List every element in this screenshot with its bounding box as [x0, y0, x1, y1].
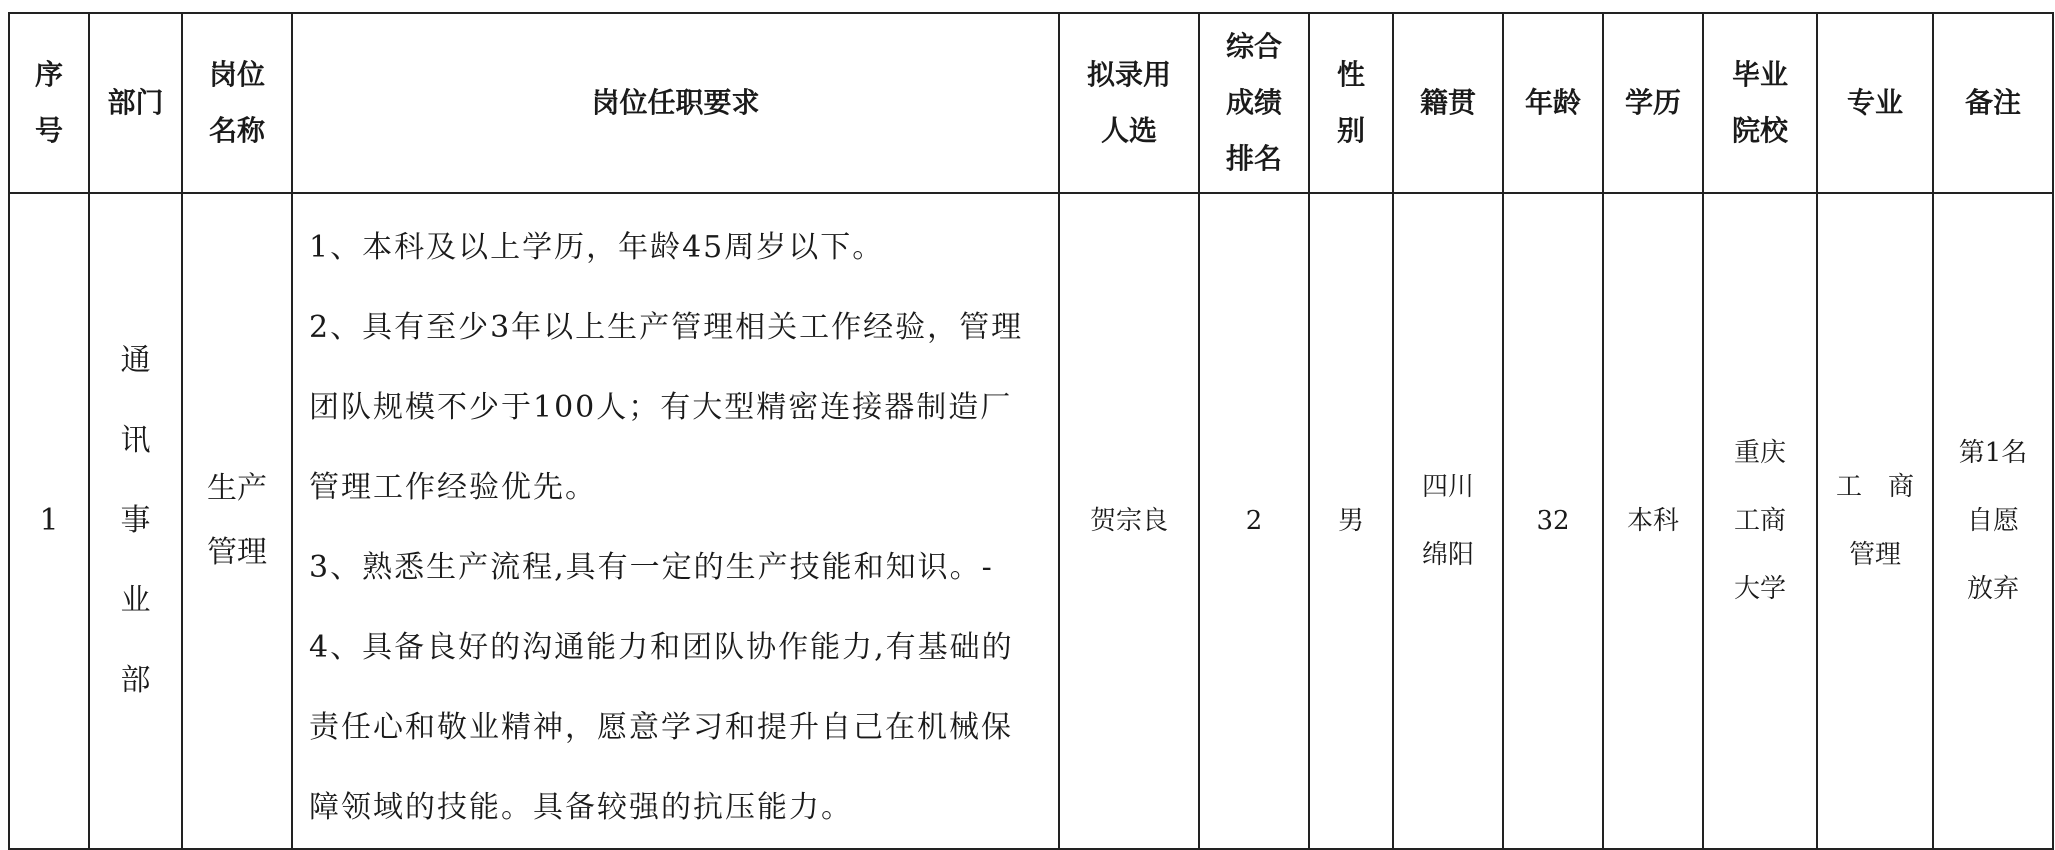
cell-dept-char: 讯 [120, 423, 151, 458]
header-candidate-line: 人选 [1100, 114, 1157, 147]
header-school-line: 院校 [1731, 114, 1788, 147]
header-rank-line: 排名 [1225, 142, 1282, 175]
header-seq [9, 13, 89, 193]
header-dept: 部门 [89, 13, 182, 193]
header-origin: 籍贯 [1393, 13, 1503, 193]
table-row [9, 193, 2053, 849]
cell-candidate: 贺宗良 [1059, 193, 1199, 849]
header-gender-line: 性 [1336, 58, 1365, 91]
cell-origin [1393, 193, 1503, 849]
header-position [182, 13, 292, 193]
header-candidate [1059, 13, 1199, 193]
header-requirements: 岗位任职要求 [292, 13, 1059, 193]
header-seq-line: 号 [34, 114, 63, 147]
cell-major-line: 工 商 [1835, 472, 1914, 502]
requirement-item: 3、熟悉生产流程,具有一定的生产技能和知识。- [309, 550, 994, 585]
cell-education: 本科 [1603, 193, 1703, 849]
cell-dept-char: 部 [120, 663, 151, 698]
cell-school-line: 重庆 [1733, 438, 1786, 468]
recruitment-table [8, 12, 2054, 850]
cell-seq: 1 [9, 193, 89, 849]
header-age: 年龄 [1503, 13, 1603, 193]
requirement-item: 2、具有至少3年以上生产管理相关工作经验，管理团队规模不少于100人；有大型精密连接器制造厂管理工作经验优先。 [309, 310, 1024, 505]
header-major: 专业 [1817, 13, 1933, 193]
cell-school-line: 工商 [1733, 506, 1786, 536]
header-gender [1309, 13, 1393, 193]
cell-dept-char: 事 [120, 503, 151, 538]
cell-school-line: 大学 [1733, 574, 1786, 604]
cell-remark-line: 自愿 [1966, 506, 2019, 536]
cell-school [1703, 193, 1817, 849]
header-position-line: 岗位 [208, 58, 265, 91]
cell-rank: 2 [1199, 193, 1309, 849]
cell-dept-char: 业 [120, 583, 151, 618]
header-seq-line: 序 [34, 58, 63, 91]
cell-dept [89, 193, 182, 849]
cell-origin-line: 四川 [1421, 472, 1474, 502]
cell-origin-line: 绵阳 [1421, 540, 1474, 570]
cell-major-line: 管理 [1848, 540, 1901, 570]
cell-major [1817, 193, 1933, 849]
header-rank-line: 成绩 [1225, 86, 1282, 119]
header-candidate-line: 拟录用 [1086, 58, 1171, 91]
header-position-line: 名称 [208, 114, 265, 147]
header-education: 学历 [1603, 13, 1703, 193]
requirement-item: 1、本科及以上学历，年龄45周岁以下。 [309, 230, 885, 265]
cell-remark-line: 放弃 [1966, 574, 2019, 604]
table-header-row [9, 13, 2053, 193]
cell-gender: 男 [1309, 193, 1393, 849]
cell-position [182, 193, 292, 849]
header-gender-line: 别 [1336, 114, 1365, 147]
header-remark: 备注 [1933, 13, 2053, 193]
cell-age: 32 [1503, 193, 1603, 849]
header-rank-line: 综合 [1225, 30, 1282, 63]
cell-position-line: 管理 [207, 535, 267, 570]
header-school [1703, 13, 1817, 193]
cell-dept-char: 通 [120, 343, 151, 378]
header-rank [1199, 13, 1309, 193]
cell-remark-line: 第1名 [1958, 438, 2028, 468]
requirement-item: 4、具备良好的沟通能力和团队协作能力,有基础的责任心和敬业精神，愿意学习和提升自己在机械保障领域的技能。具备较强的抗压能力。 [309, 630, 1014, 825]
cell-position-line: 生产 [207, 471, 267, 506]
header-school-line: 毕业 [1731, 58, 1788, 91]
cell-requirements [292, 193, 1059, 849]
cell-remark [1933, 193, 2053, 849]
